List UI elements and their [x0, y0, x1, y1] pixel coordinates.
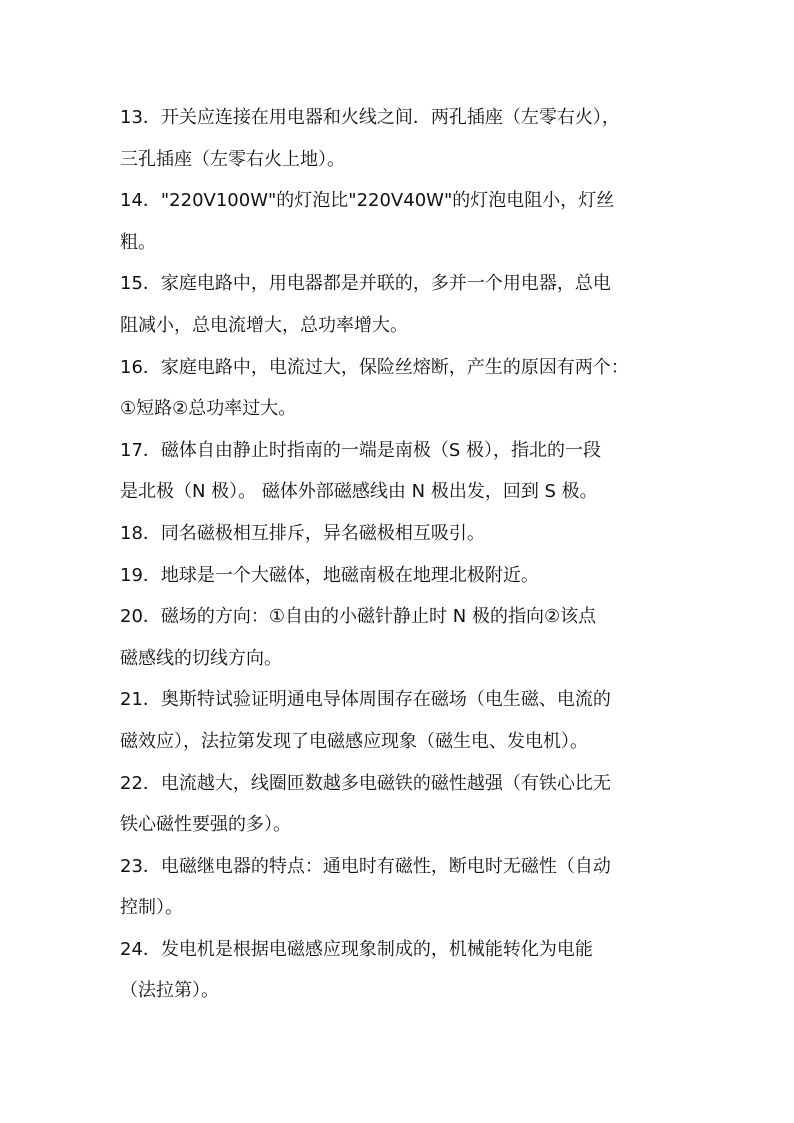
text-line: ①短路②总功率过大。: [120, 398, 297, 420]
text-line: 13．开关应连接在用电器和火线之间．两孔插座（左零右火），: [120, 107, 620, 128]
document-body: [120, 102, 690, 1017]
text-line: 控制）。: [120, 897, 183, 919]
text-line: 19．地球是一个大磁体，地磁南极在地理北极附近。: [120, 564, 539, 586]
text-line: 14．"220V100W"的灯泡比"220V40W"的灯泡电阻小，灯丝: [120, 190, 615, 212]
text-line: （法拉第）。: [120, 980, 219, 1002]
text-line: 21．奥斯特试验证明通电导体周围存在磁场（电生磁、电流的: [120, 689, 611, 711]
text-line: 24．发电机是根据电磁感应现象制成的，机械能转化为电能: [120, 938, 593, 960]
text-line: 22．电流越大，线圈匝数越多电磁铁的磁性越强（有铁心比无: [120, 772, 611, 794]
text-line: 铁心磁性要强的多）。: [120, 814, 291, 836]
text-line: 是北极（N 极）。 磁体外部磁感线由 N 极出发，回到 S 极。: [120, 481, 598, 503]
text-line: 15．家庭电路中，用电器都是并联的，多并一个用电器，总电: [120, 273, 611, 295]
text-line: 阻减小，总电流增大，总功率增大。: [120, 314, 408, 336]
text-line: 18．同名磁极相互排斥，异名磁极相互吸引。: [120, 522, 485, 544]
text-line: 16．家庭电路中，电流过大，保险丝熔断，产生的原因有两个：: [120, 356, 629, 378]
text-line: 三孔插座（左零右火上地）。: [120, 148, 345, 170]
text-line: 粗。: [120, 231, 156, 253]
text-line: 17．磁体自由静止时指南的一端是南极（S 极），指北的一段: [120, 439, 602, 461]
text-line: 23．电磁继电器的特点：通电时有磁性，断电时无磁性（自动: [120, 855, 611, 877]
text-line: 磁感线的切线方向。: [120, 647, 282, 669]
text-line: 磁效应），法拉第发现了电磁感应现象（磁生电、发电机）。: [120, 730, 588, 752]
text-line: 20．磁场的方向：①自由的小磁针静止时 N 极的指向②该点: [120, 606, 597, 628]
